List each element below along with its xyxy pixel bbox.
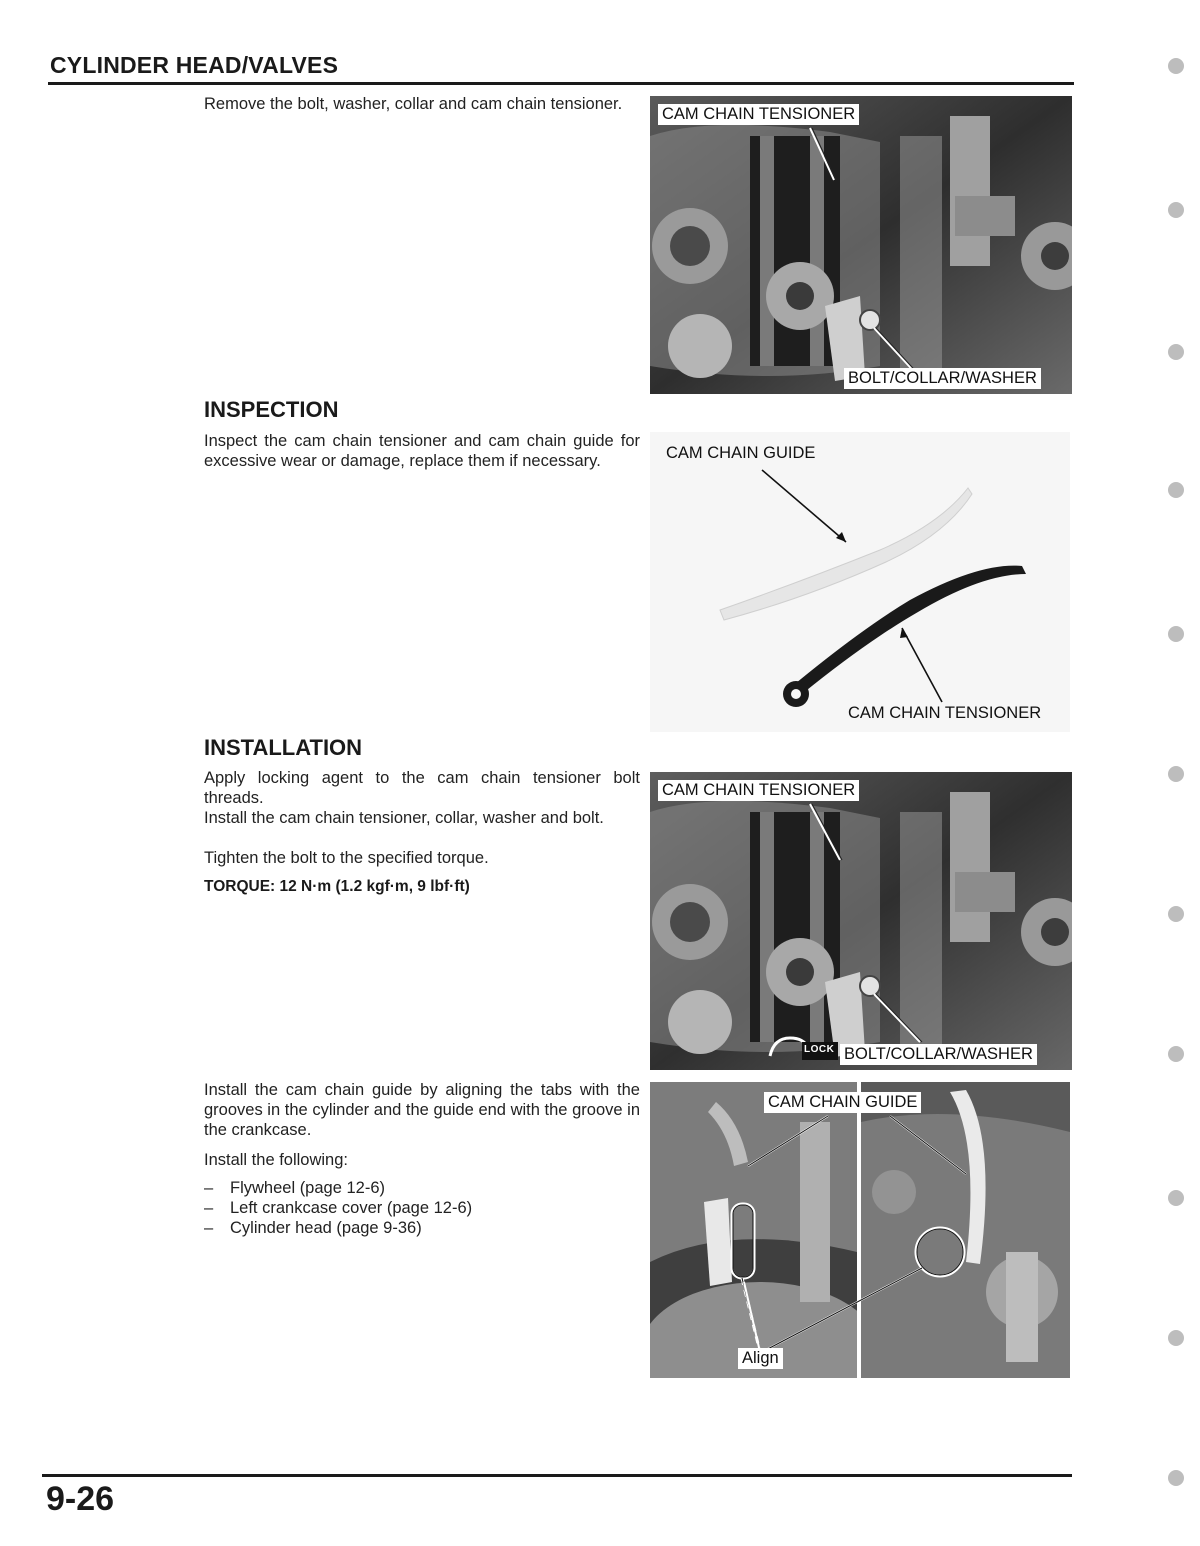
install-following-label: Install the following: <box>204 1151 348 1169</box>
install-following-list <box>204 1178 624 1238</box>
callout-align: Align <box>738 1348 783 1369</box>
figure-cam-chain-tensioner-install <box>650 772 1072 1070</box>
binder-hole-icon <box>1168 482 1184 498</box>
installation-step-2: Install the cam chain tensioner, collar, washer and bolt. <box>204 809 604 827</box>
list-item: – Flywheel (page 12-6) <box>204 1178 624 1198</box>
list-item: – Left crankcase cover (page 12-6) <box>204 1198 624 1218</box>
installation-step-1: Apply locking agent to the cam chain tensioner bolt threads. <box>204 769 640 807</box>
inspection-heading: INSPECTION <box>204 397 339 422</box>
lock-badge-text: LOCK <box>804 1044 835 1055</box>
callout-cam-chain-guide-install: CAM CHAIN GUIDE <box>764 1092 921 1113</box>
binder-hole-icon <box>1168 766 1184 782</box>
removal-text: Remove the bolt, washer, collar and cam chain tensioner. <box>204 95 623 113</box>
figure-cam-chain-tensioner-removal <box>650 96 1072 394</box>
page-number: 9-26 <box>46 1480 115 1518</box>
binder-hole-icon <box>1168 202 1184 218</box>
callout-cam-chain-guide: CAM CHAIN GUIDE <box>666 444 816 462</box>
page-title: CYLINDER HEAD/VALVES <box>50 52 339 78</box>
binder-hole-icon <box>1168 1046 1184 1062</box>
callout-bolt-collar-washer: BOLT/COLLAR/WASHER <box>844 368 1041 389</box>
callout-bolt-collar-washer-install: BOLT/COLLAR/WASHER <box>840 1044 1037 1065</box>
callout-cam-chain-tensioner: CAM CHAIN TENSIONER <box>658 104 859 125</box>
binder-hole-icon <box>1168 626 1184 642</box>
binder-hole-icon <box>1168 906 1184 922</box>
inspection-text: Inspect the cam chain tensioner and cam chain guide for excessive wear or damage, replace them if necessary. <box>204 432 640 470</box>
torque-spec: TORQUE: 12 N·m (1.2 kgf·m, 9 lbf·ft) <box>204 878 470 895</box>
callout-cam-chain-tensioner-part: CAM CHAIN TENSIONER <box>848 704 1042 722</box>
list-item: – Cylinder head (page 9-36) <box>204 1218 624 1238</box>
binder-hole-icon <box>1168 1470 1184 1486</box>
header-rule <box>48 82 1074 85</box>
installation-heading: INSTALLATION <box>204 735 363 760</box>
footer-rule <box>42 1474 1072 1477</box>
binder-hole-icon <box>1168 58 1184 74</box>
binder-hole-icon <box>1168 1190 1184 1206</box>
binder-hole-icon <box>1168 1330 1184 1346</box>
lock-agent-icon <box>768 1034 838 1060</box>
figure-cam-chain-guide-align <box>650 1082 1070 1378</box>
guide-install-text: Install the cam chain guide by aligning the tabs with the grooves in the cylinder and the guide end with the groove in the crankcase. <box>204 1081 640 1139</box>
callout-cam-chain-tensioner-install: CAM CHAIN TENSIONER <box>658 780 859 801</box>
binder-hole-icon <box>1168 344 1184 360</box>
installation-step-3: Tighten the bolt to the specified torque. <box>204 849 489 867</box>
figure-chain-guide-and-tensioner <box>650 432 1070 732</box>
